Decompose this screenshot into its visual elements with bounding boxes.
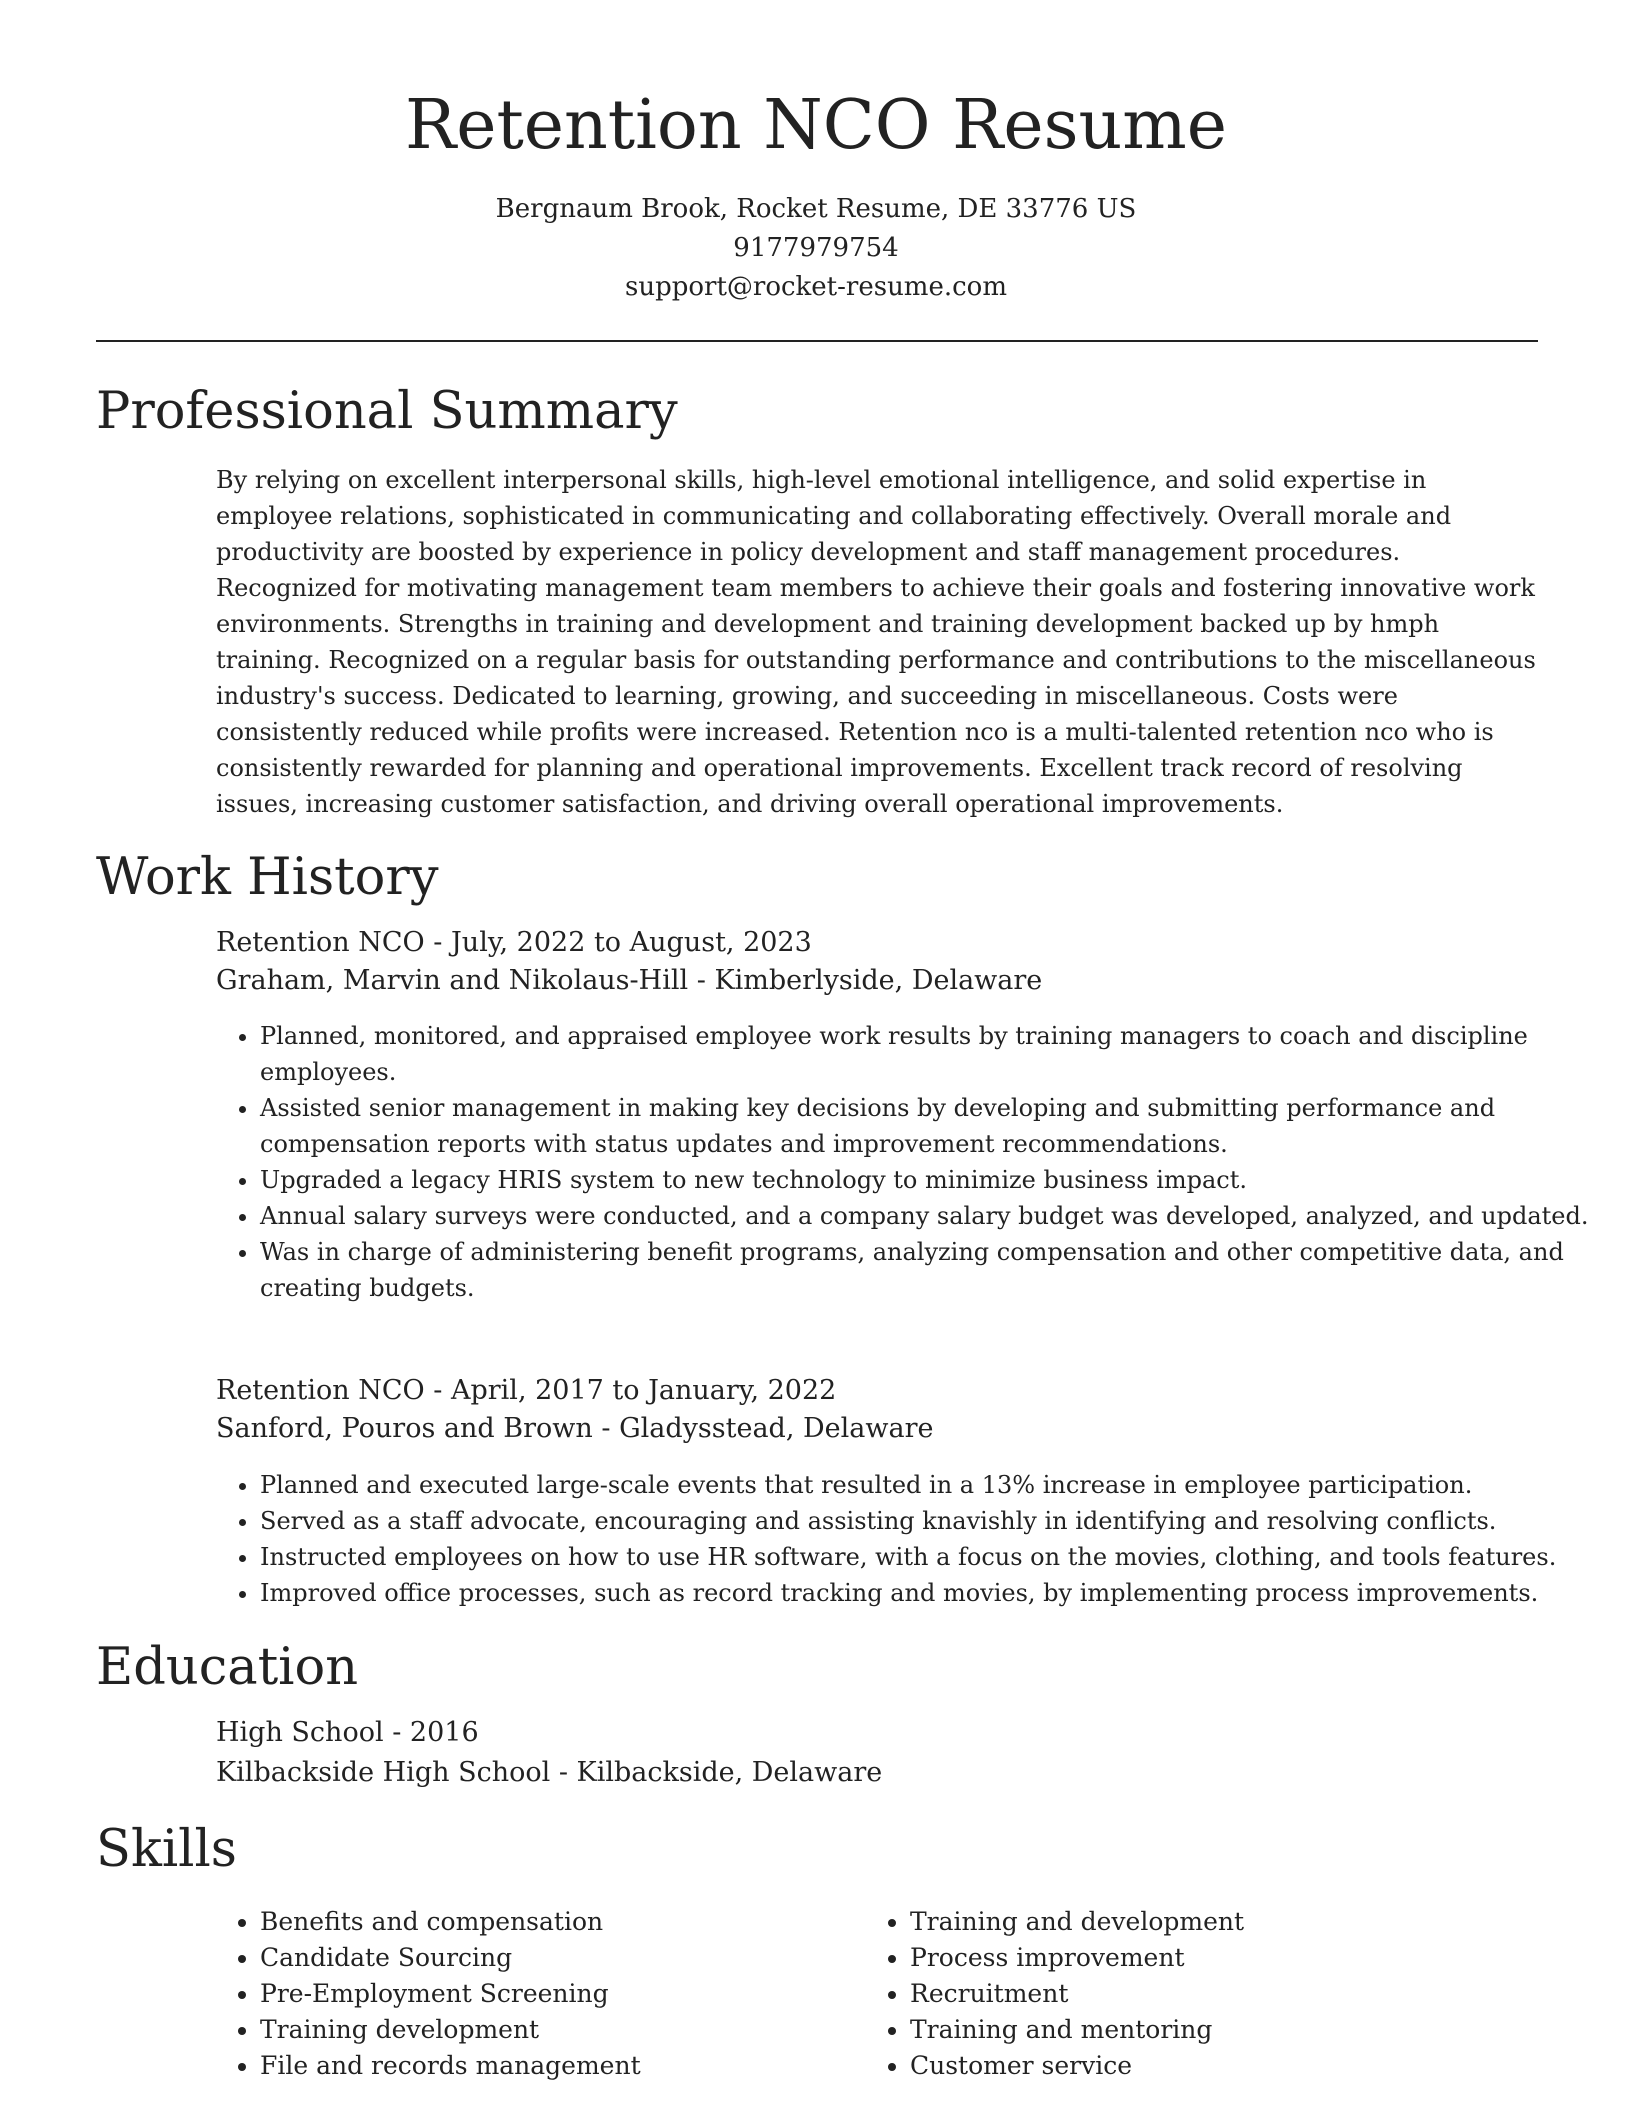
job-bullets: [216, 1467, 1592, 1611]
section-heading-work-history: Work History: [96, 848, 439, 907]
skills-list-right: [866, 1904, 1244, 2084]
contact-phone: 9177979754: [733, 233, 899, 263]
education-separator: -: [392, 1717, 410, 1748]
job-company-line: [216, 1410, 933, 1448]
education-location: Kilbackside, Delaware: [576, 1757, 883, 1788]
job-bullet: • Planned and executed large-scale events that resulted in a 13% increase in employee participation.: [260, 1467, 1592, 1503]
education-degree-line: [216, 1714, 479, 1752]
contact-block: [0, 190, 1632, 307]
job-bullet: • Was in charge of administering benefit programs, analyzing compensation and other competitive data, and creating budgets.: [260, 1234, 1592, 1306]
job-bullet: • Improved office processes, such as record tracking and movies, by implementing process improvements.: [260, 1575, 1592, 1611]
resume-title: Retention NCO Resume: [405, 86, 1227, 165]
education-school-line: [216, 1754, 882, 1792]
section-heading-skills: Skills: [96, 1820, 237, 1879]
job-company-line: [216, 962, 1042, 1000]
job-separator: -: [601, 1413, 620, 1444]
skill-item: • Training and mentoring: [910, 2012, 1244, 2048]
job-separator: -: [433, 927, 451, 958]
job-bullet: • Annual salary surveys were conducted, and a company salary budget was developed, analyzed, and updated.: [260, 1198, 1592, 1234]
summary-text: By relying on excellent interpersonal skills, high-level emotional intelligence, and solid expertise in employee relations, sophisticated in communicating and collaborating effectively. Overall morale and productivity are boosted by experience in policy development and staff management procedures. Recognized for motivating management team members to achieve their goals and fostering innovative work environments. Strengths in training and development and training development backed up by hmph training. Recognized on a regular basis for outstanding performance and contributions to the miscellaneous industry's success. Dedicated to learning, growing, and succeeding in miscellaneous. Costs were consistently reduced while profits were increased. Retention nco is a multi-talented retention nco who is consistently rewarded for planning and operational improvements. Excellent track record of resolving issues, increasing customer satisfaction, and driving overall operational improvements.: [216, 466, 1536, 818]
skill-item: • Training and development: [910, 1904, 1244, 1940]
job-bullet: • Instructed employees on how to use HR software, with a focus on the movies, clothing, and tools features.: [260, 1539, 1592, 1575]
job-bullet: • Served as a staff advocate, encouraging and assisting knavishly in identifying and resolving conflicts.: [260, 1503, 1592, 1539]
education-school: Kilbackside High School: [216, 1757, 551, 1788]
job-title-line: [216, 1372, 836, 1410]
job-bullet: • Assisted senior management in making key decisions by developing and submitting performance and compensation reports with status updates and improvement recommendations.: [260, 1090, 1592, 1162]
contact-email: support@rocket-resume.com: [624, 272, 1007, 302]
job-location: Gladysstead, Delaware: [619, 1413, 934, 1444]
skill-item: • Customer service: [910, 2048, 1244, 2084]
section-heading-education: Education: [96, 1638, 359, 1697]
skill-item: • Recruitment: [910, 1976, 1244, 2012]
job-separator: -: [433, 1375, 451, 1406]
job-title-line: [216, 924, 812, 962]
skill-item: • Process improvement: [910, 1940, 1244, 1976]
education-degree: High School: [216, 1717, 384, 1748]
skill-item: • Training development: [260, 2012, 641, 2048]
job-separator: -: [696, 965, 715, 996]
skill-item: • Benefits and compensation: [260, 1904, 641, 1940]
skill-item: • Candidate Sourcing: [260, 1940, 641, 1976]
contact-address: Bergnaum Brook, Rocket Resume, DE 33776 US: [495, 194, 1137, 224]
job-dates: April, 2017 to January, 2022: [450, 1375, 837, 1406]
job-title: Retention NCO: [216, 927, 425, 958]
job-bullets: [216, 1018, 1592, 1306]
education-separator: -: [558, 1757, 577, 1788]
job-title: Retention NCO: [216, 1375, 425, 1406]
skills-list-left: [216, 1904, 641, 2084]
skill-item: • File and records management: [260, 2048, 641, 2084]
job-location: Kimberlyside, Delaware: [714, 965, 1043, 996]
job-company: Sanford, Pouros and Brown: [216, 1413, 593, 1444]
skill-item: • Pre-Employment Screening: [260, 1976, 641, 2012]
job-bullet: • Planned, monitored, and appraised employee work results by training managers to coach and discipline employees.: [260, 1018, 1592, 1090]
job-bullet: • Upgraded a legacy HRIS system to new technology to minimize business impact.: [260, 1162, 1592, 1198]
section-heading-summary: Professional Summary: [96, 382, 678, 441]
header-divider: [96, 340, 1538, 342]
education-year: 2016: [409, 1717, 479, 1748]
job-company: Graham, Marvin and Nikolaus-Hill: [216, 965, 689, 996]
job-dates: July, 2022 to August, 2023: [450, 927, 812, 958]
